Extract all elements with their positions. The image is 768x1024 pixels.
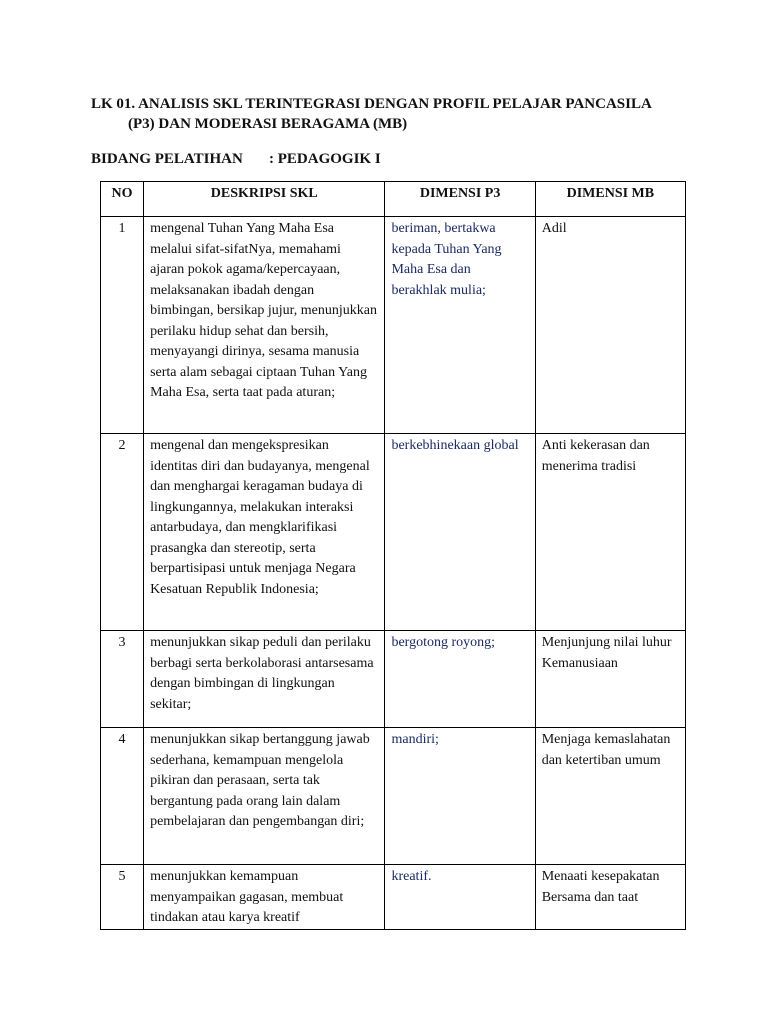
dimensi-mb-cell: Menjaga kemaslahatan dan ketertiban umum — [535, 728, 685, 865]
deskripsi-cell: menunjukkan sikap peduli dan perilaku berbagi serta berkolaborasi antarsesama dengan bimbingan di lingkungan sekitar; — [144, 631, 385, 728]
dimensi-mb-cell: Adil — [535, 217, 685, 434]
deskripsi-cell: mengenal dan mengekspresikan identitas diri dan budayanya, mengenal dan menghargai keragaman budaya di lingkungannya, melakukan interaksi antarbudaya, dan mengklarifikasi prasangka dan stereotip, serta berpartisipasi untuk menjaga Negara Kesatuan Republik Indonesia; — [144, 434, 385, 631]
table-row — [101, 217, 686, 434]
header-dimensi-mb: DIMENSI MB — [535, 182, 685, 217]
deskripsi-cell: menunjukkan kemampuan menyampaikan gagasan, membuat tindakan atau karya kreatif — [144, 865, 385, 930]
row-number: 1 — [101, 217, 144, 434]
document-title — [91, 94, 652, 134]
bidang-pelatihan — [91, 149, 381, 169]
title-line-1: LK 01. ANALISIS SKL TERINTEGRASI DENGAN PROFIL PELAJAR PANCASILA — [91, 96, 652, 112]
table-row — [101, 728, 686, 865]
dimensi-p3-cell: bergotong royong; — [385, 631, 535, 728]
dimensi-mb-cell: Menaati kesepakatan Bersama dan taat — [535, 865, 685, 930]
row-number: 3 — [101, 631, 144, 728]
row-number: 4 — [101, 728, 144, 865]
header-no: NO — [101, 182, 144, 217]
table-header-row — [101, 182, 686, 217]
dimensi-mb-cell: Menjunjung nilai luhur Kemanusiaan — [535, 631, 685, 728]
header-dimensi-p3: DIMENSI P3 — [385, 182, 535, 217]
dimensi-p3-cell: beriman, bertakwa kepada Tuhan Yang Maha Esa dan berakhlak mulia; — [385, 217, 535, 434]
dimensi-p3-cell: kreatif. — [385, 865, 535, 930]
dimensi-mb-cell: Anti kekerasan dan menerima tradisi — [535, 434, 685, 631]
table-row — [101, 865, 686, 930]
table-row — [101, 434, 686, 631]
deskripsi-cell: mengenal Tuhan Yang Maha Esa melalui sifat-sifatNya, memahami ajaran pokok agama/kepercayaan, melaksanakan ibadah dengan bimbingan, bersikap jujur, menunjukkan perilaku hidup sehat dan bersih, menyayangi dirinya, sesama manusia serta alam sebagai ciptaan Tuhan Yang Maha Esa, serta taat pada aturan; — [144, 217, 385, 434]
bidang-label: BIDANG PELATIHAN — [91, 151, 243, 167]
deskripsi-cell: menunjukkan sikap bertanggung jawab sederhana, kemampuan mengelola pikiran dan perasaan, serta tak bergantung pada orang lain dalam pembelajaran dan pengembangan diri; — [144, 728, 385, 865]
row-number: 5 — [101, 865, 144, 930]
dimensi-p3-cell: berkebhinekaan global — [385, 434, 535, 631]
title-line-2: (P3) DAN MODERASI BERAGAMA (MB) — [128, 116, 408, 132]
skl-table — [100, 181, 686, 930]
dimensi-p3-cell: mandiri; — [385, 728, 535, 865]
table-row — [101, 631, 686, 728]
bidang-value: : PEDAGOGIK I — [269, 151, 381, 167]
row-number: 2 — [101, 434, 144, 631]
header-deskripsi-skl: DESKRIPSI SKL — [144, 182, 385, 217]
